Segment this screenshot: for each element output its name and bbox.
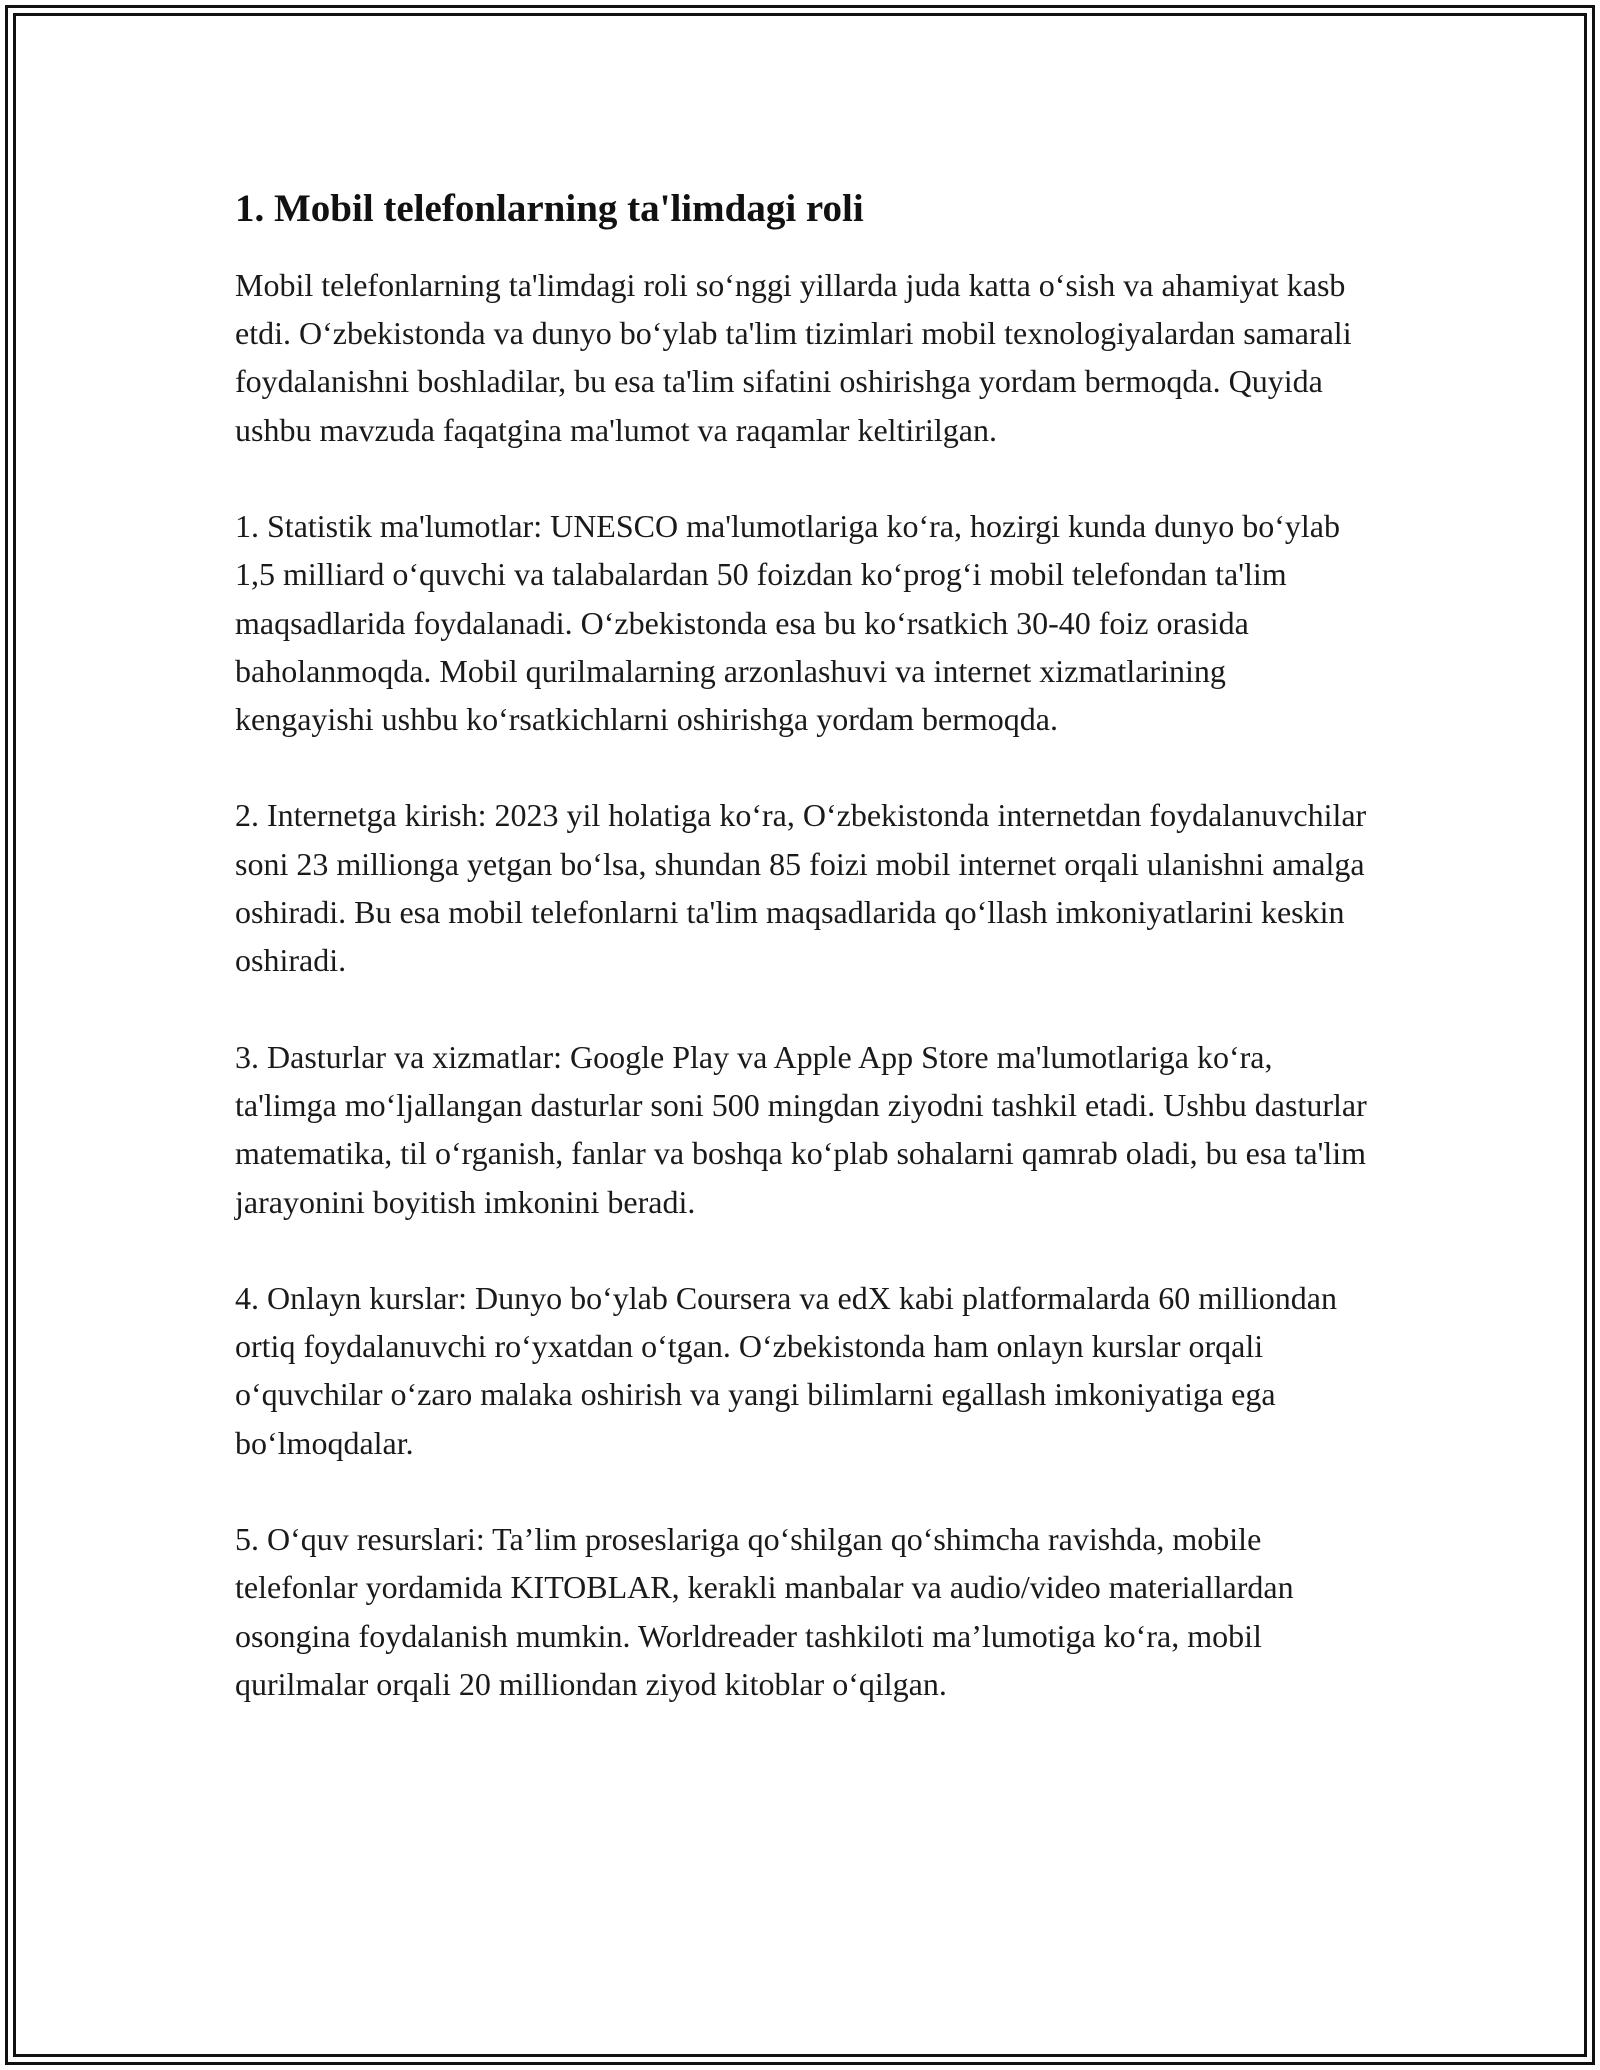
internet-access-paragraph: 2. Internetga kirish: 2023 yil holatiga ko‘ra, O‘zbekistonda internetdan foydalanuvchilar soni 23 millionga yetgan bo‘lsa, shundan 85 foizi mobil internet orqali ulanishni amalga oshiradi. Bu esa mobil telefonlarni ta'lim maqsadlarida qo‘llash imkoniyatlarini keskin oshiradi. [235, 797, 1367, 979]
intro-paragraph: Mobil telefonlarning ta'limdagi roli so‘nggi yillarda juda katta o‘sish va ahamiyat kasb etdi. O‘zbekistonda va dunyo bo‘ylab ta'lim tizimlari mobil texnologiyalardan samarali foydalanishni boshladilar, bu esa ta'lim sifatini oshirishga yordam bermoqda. Quyida ushbu mavzuda faqatgina ma'lumot va raqamlar keltirilgan. [235, 266, 1352, 448]
online-courses-paragraph: 4. Onlayn kurslar: Dunyo bo‘ylab Coursera va edX kabi platformalarda 60 milliondan ortiq foydalanuvchi ro‘yxatdan o‘tgan. O‘zbekistonda ham onlayn kurslar orqali o‘quvchilar o‘zaro malaka oshirish va yangi bilimlarni egallash imkoniyatiga ega bo‘lmoqdalar. [235, 1279, 1337, 1461]
learning-resources-paragraph: 5. O‘quv resurslari: Ta’lim proseslariga qo‘shilgan qo‘shimcha ravishda, mobile telefonlar yordamida KITOBLAR, kerakli manbalar va audio/video materiallardan osongina foydalanish mumkin. Worldreader tashkiloti ma’lumotiga ko‘ra, mobil qurilmalar orqali 20 milliondan ziyod kitoblar o‘qilgan. [235, 1521, 1294, 1702]
document-title: 1. Mobil telefonlarning ta'limdagi roli [235, 187, 864, 230]
apps-services-paragraph: 3. Dasturlar va xizmatlar: Google Play va Apple App Store ma'lumotlariga ko‘ra, ta'limga mo‘ljallangan dasturlar soni 500 mingdan ziyodni tashkil etadi. Ushbu dasturlar matematika, til o‘rganish, fanlar va boshqa ko‘plab sohalarni qamrab oladi, bu esa ta'lim jarayonini boyitish imkonini beradi. [235, 1038, 1367, 1220]
document-body [235, 186, 1370, 1756]
statistics-paragraph: 1. Statistik ma'lumotlar: UNESCO ma'lumotlariga ko‘ra, hozirgi kunda dunyo bo‘ylab 1,5 milliard o‘quvchi va talabalardan 50 foizdan ko‘prog‘i mobil telefondan ta'lim maqsadlarida foydalanadi. O‘zbekistonda esa bu ko‘rsatkich 30-40 foiz orasida baholanmoqda. Mobil qurilmalarning arzonlashuvi va internet xizmatlarining kengayishi ushbu ko‘rsatkichlarni oshirishga yordam bermoqda. [235, 507, 1340, 738]
